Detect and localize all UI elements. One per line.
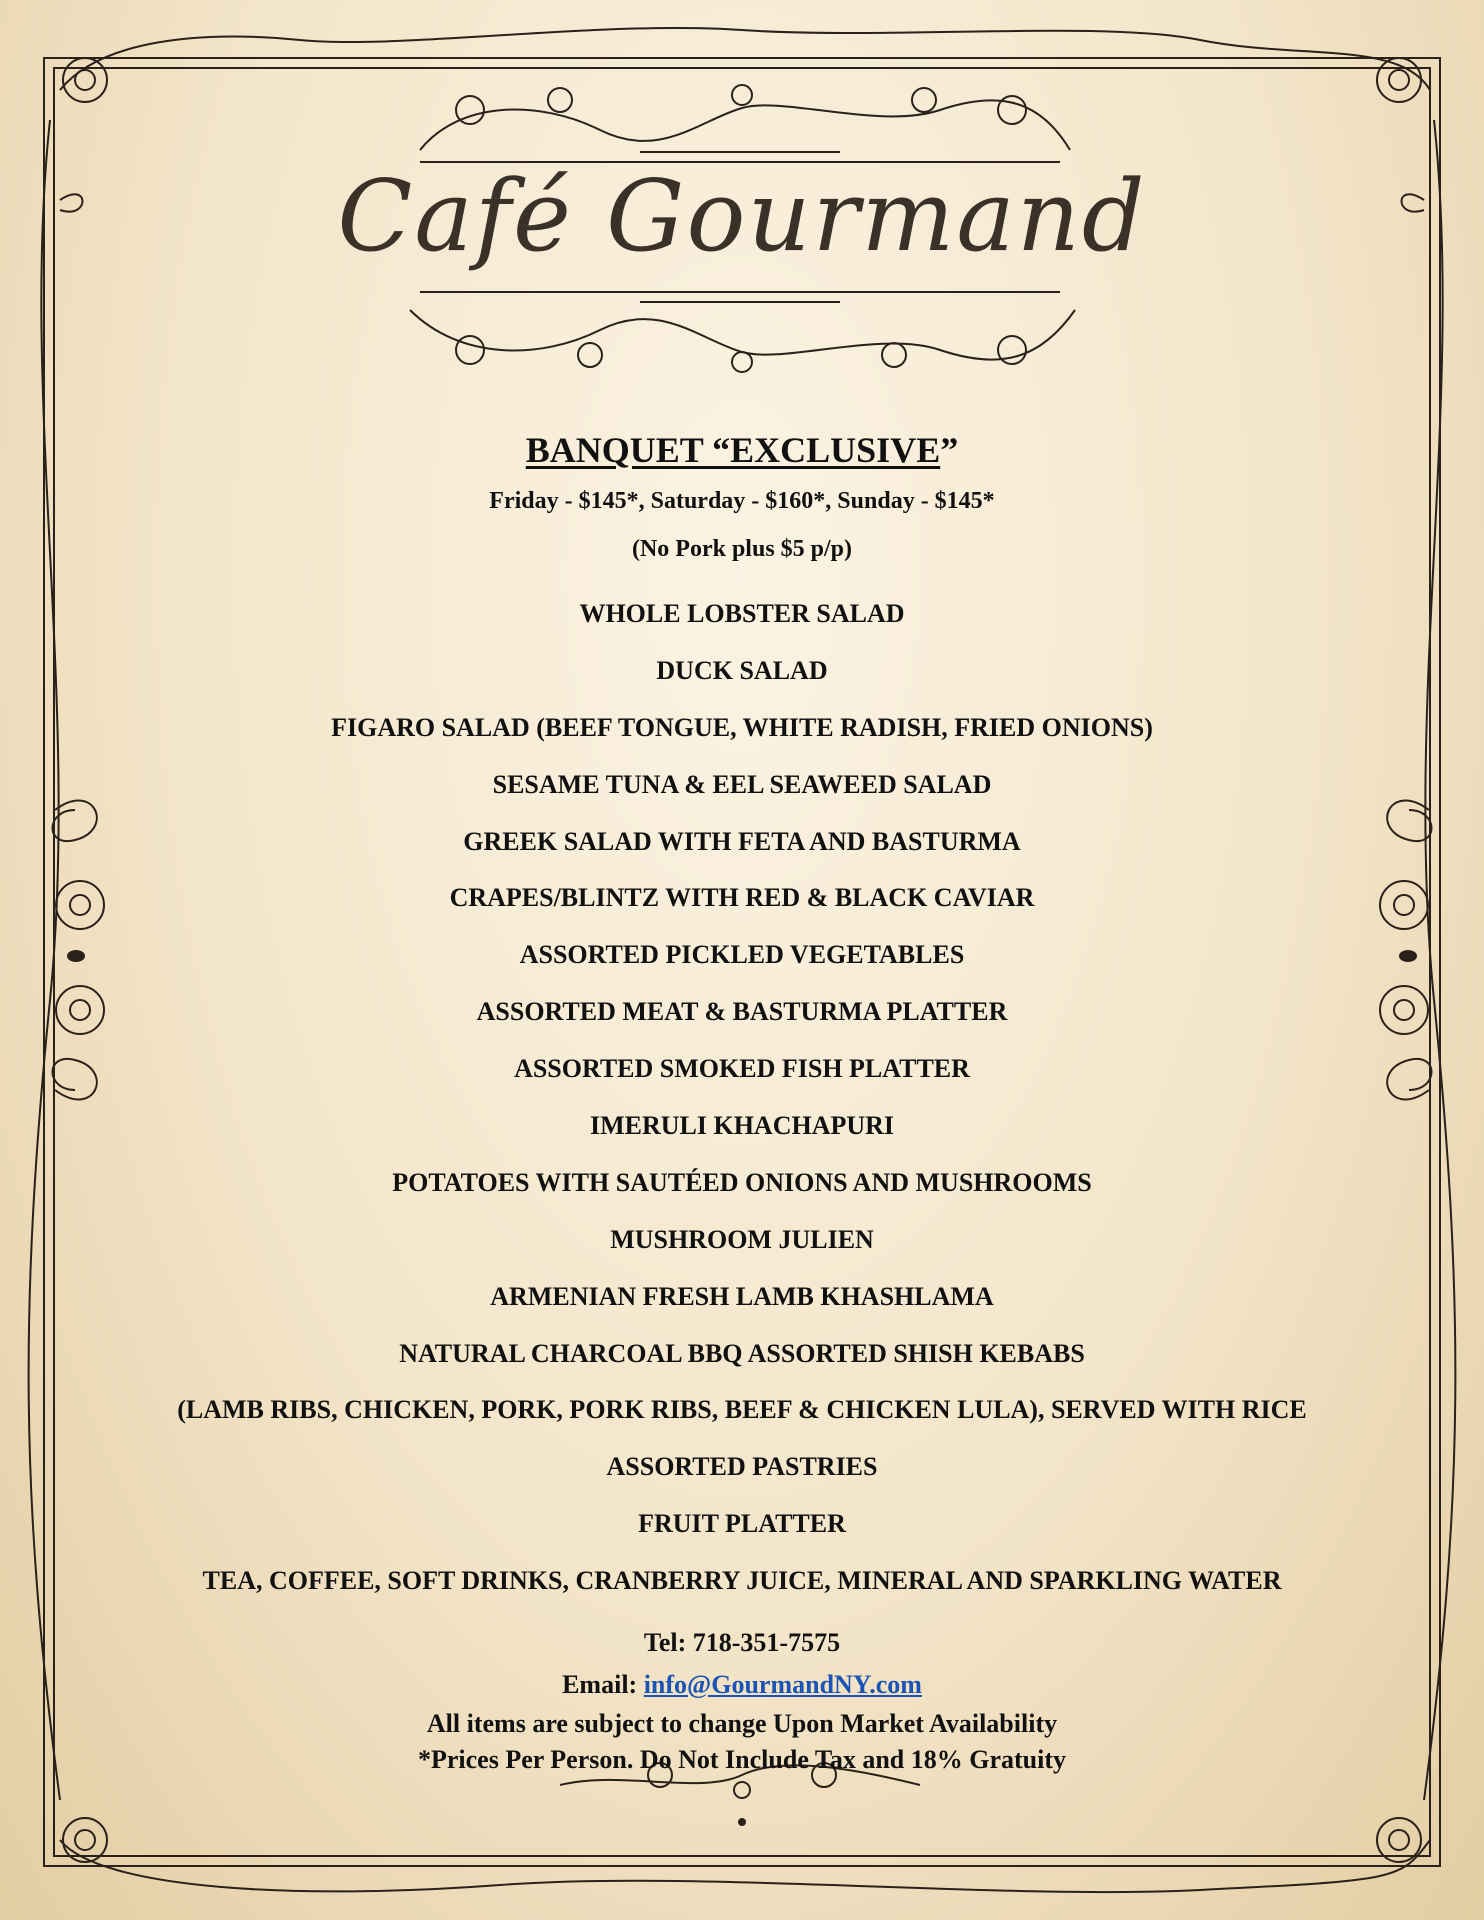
- menu-item: (LAMB RIBS, CHICKEN, PORK, PORK RIBS, BEEF & CHICKEN LULA), SERVED WITH RICE: [177, 1395, 1307, 1425]
- menu-title-underlined: BANQUET “EXCLUSIVE: [525, 430, 941, 470]
- menu-item: SESAME TUNA & EEL SEAWEED SALAD: [492, 769, 992, 799]
- phone-line: Tel: 718-351-7575: [643, 1628, 841, 1658]
- menu-item: NATURAL CHARCOAL BBQ ASSORTED SHISH KEBABS: [399, 1338, 1085, 1368]
- menu-item: IMERULI KHACHAPURI: [589, 1111, 895, 1141]
- no-pork-note: (No Pork plus $5 p/p): [631, 536, 853, 562]
- menu-item: ARMENIAN FRESH LAMB KHASHLAMA: [490, 1281, 994, 1311]
- availability-note: All items are subject to change Upon Market Availability: [426, 1709, 1058, 1739]
- menu-items-list: [0, 586, 1484, 1610]
- email-label: Email:: [562, 1670, 638, 1700]
- menu-item: FRUIT PLATTER: [638, 1509, 846, 1539]
- menu-item: MUSHROOM JULIEN: [610, 1224, 874, 1254]
- menu-item: TEA, COFFEE, SOFT DRINKS, CRANBERRY JUICE, MINERAL AND SPARKLING WATER: [202, 1566, 1282, 1596]
- cafe-gourmand-logo: Café Gourmand: [337, 160, 1147, 274]
- price-disclaimer: *Prices Per Person. Do Not Include Tax and 18% Gratuity: [417, 1745, 1067, 1775]
- menu-title-end: ”: [940, 430, 959, 470]
- menu-item: ASSORTED MEAT & BASTURMA PLATTER: [476, 997, 1008, 1027]
- menu-item: ASSORTED PICKLED VEGETABLES: [519, 940, 965, 970]
- contact-block: [0, 1622, 1484, 1778]
- menu-item: ASSORTED PASTRIES: [606, 1452, 878, 1482]
- email-link[interactable]: info@GourmandNY.com: [643, 1670, 922, 1700]
- menu-item: CRAPES/BLINTZ WITH RED & BLACK CAVIAR: [449, 883, 1035, 913]
- menu-item: ASSORTED SMOKED FISH PLATTER: [514, 1054, 970, 1084]
- menu-content: [0, 428, 1484, 1778]
- pricing-line: Friday - $145*, Saturday - $160*, Sunday - $145*: [489, 488, 995, 514]
- menu-title: [0, 428, 1484, 472]
- menu-item: DUCK SALAD: [656, 655, 828, 685]
- email-line: [0, 1664, 1484, 1706]
- menu-item: GREEK SALAD WITH FETA AND BASTURMA: [463, 826, 1021, 856]
- menu-item: POTATOES WITH SAUTÉED ONIONS AND MUSHROOMS: [392, 1167, 1092, 1197]
- menu-item: FIGARO SALAD (BEEF TONGUE, WHITE RADISH, FRIED ONIONS): [331, 712, 1153, 742]
- menu-item: WHOLE LOBSTER SALAD: [579, 599, 905, 628]
